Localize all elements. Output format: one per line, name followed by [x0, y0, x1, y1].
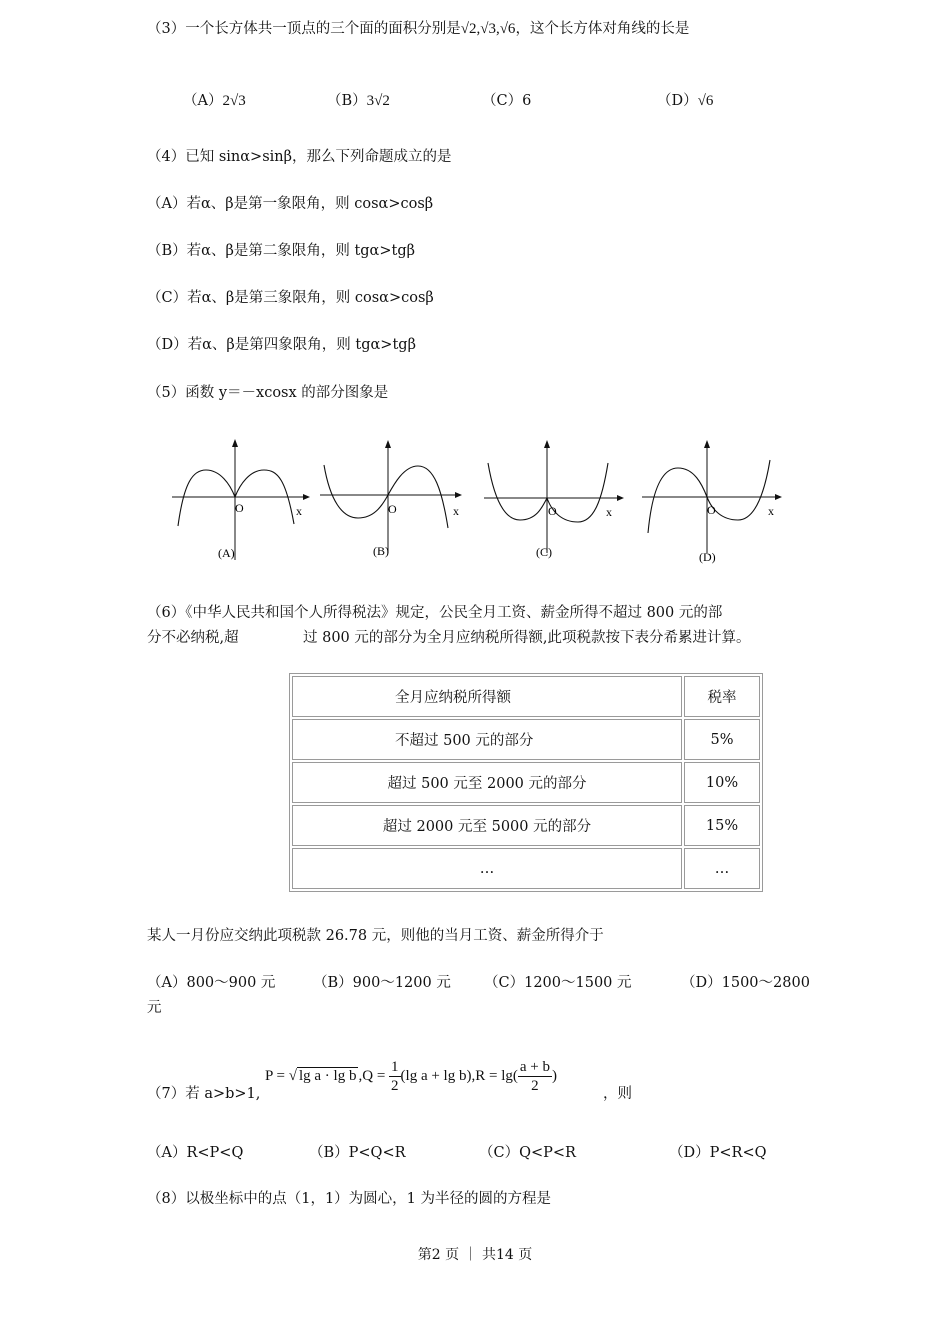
- q7-q-rest: (lg a + lg b),R = lg(: [400, 1067, 518, 1084]
- table-row: [292, 848, 760, 889]
- q7-r-close: ): [551, 1067, 557, 1084]
- table-row: [292, 719, 760, 760]
- q3-option-b-value: 3√2: [366, 93, 390, 109]
- table-cell-income: 超过 500 元至 2000 元的部分: [292, 762, 682, 803]
- graph-c-y-arrow: [544, 440, 550, 448]
- q3-option-a-value: 2√3: [222, 93, 246, 109]
- page-footer: 第2 页 ｜ 共14 页: [417, 1247, 533, 1263]
- graph-a-axis-label: x: [296, 504, 302, 518]
- tax-rate-table: [289, 673, 763, 892]
- q7-r-fraction: [518, 1058, 552, 1095]
- graph-c-axis-label: x: [606, 505, 612, 519]
- q3-option-c-value: 6: [522, 93, 532, 109]
- q3-option-b: [327, 91, 390, 111]
- graph-b-origin-label: O: [388, 502, 397, 516]
- q7-option-d: （D）P<R<Q: [669, 1145, 767, 1161]
- q3-option-b-label: （B）: [327, 93, 367, 109]
- q6-line2b: 过 800 元的部分为全月应纳税所得额,此项税款按下表分希累进计算。: [303, 630, 751, 646]
- q6-option-a: （A）800～900 元: [147, 975, 276, 991]
- q6-option-wrap: 元: [147, 1000, 162, 1016]
- q6-option-c: （C）1200～1500 元: [484, 975, 632, 991]
- q7-option-a: （A）R<P<Q: [147, 1145, 244, 1161]
- q8-stem: （8）以极坐标中的点（1，1）为圆心，1 为半径的圆的方程是: [147, 1191, 552, 1207]
- q4-option-a: （A）若α、β是第一象限角，则 cosα>cosβ: [147, 196, 434, 212]
- q4-stem: （4）已知 sinα>sinβ，那么下列命题成立的是: [147, 149, 452, 165]
- graph-d-x-arrow: [775, 494, 782, 500]
- table-cell-income: 超过 2000 元至 5000 元的部分: [292, 805, 682, 846]
- q3-option-d-value: √6: [697, 93, 714, 109]
- q3-stem-prefix: （3）一个长方体共一顶点的三个面的面积分别是: [147, 21, 461, 37]
- graph-b-axis-label: x: [453, 504, 459, 518]
- graph-b-label: (B): [373, 544, 389, 558]
- q7-r-num: a + b: [519, 1059, 550, 1075]
- q7-suffix: ，则: [603, 1086, 632, 1102]
- table-header-row: [292, 676, 760, 717]
- table-row: [292, 762, 760, 803]
- graph-b-x-arrow: [455, 492, 462, 498]
- q7-half-num: 1: [391, 1059, 399, 1075]
- q7-p-radicand: lg a · lg b: [298, 1067, 357, 1084]
- table-cell-income: 不超过 500 元的部分: [292, 719, 682, 760]
- q7-formula: [265, 1058, 557, 1095]
- q4-option-b: （B）若α、β是第二象限角，则 tgα>tgβ: [147, 243, 415, 259]
- graph-d-axis-label: x: [768, 504, 774, 518]
- table-header-income: 全月应纳税所得额: [292, 676, 682, 717]
- q3-option-d-label: （D）: [657, 93, 698, 109]
- graph-c-label: (C): [536, 545, 552, 559]
- graph-a-curve: [178, 470, 294, 526]
- q4-option-c: （C）若α、β是第三象限角，则 cosα>cosβ: [147, 290, 434, 306]
- graph-b-curve: [324, 465, 448, 528]
- q7-prefix: （7）若 a>b>1,: [147, 1086, 261, 1102]
- graph-c-x-arrow: [617, 495, 624, 501]
- q7-q-def: ,Q =: [358, 1067, 390, 1084]
- q3-areas: √2,√3,√6: [460, 21, 516, 37]
- q6-option-d: （D）1500～2800: [681, 975, 810, 991]
- q7-r-den: 2: [531, 1078, 539, 1094]
- q6-option-b: （B）900～1200 元: [313, 975, 451, 991]
- q5-stem: （5）函数 y＝－xcosx 的部分图象是: [147, 385, 389, 401]
- graph-d: [640, 438, 790, 566]
- q7-option-b: （B）P<Q<R: [309, 1145, 406, 1161]
- q7-option-c: （C）Q<P<R: [479, 1145, 576, 1161]
- graph-c-origin-label: O: [548, 504, 557, 518]
- q4-option-d: （D）若α、β是第四象限角，则 tgα>tgβ: [147, 337, 416, 353]
- q3-option-a: [183, 91, 246, 111]
- graph-b: [318, 438, 468, 566]
- q6-line1: （6）《中华人民共和国个人所得税法》规定，公民全月工资、薪金所得不超过 800 元的部: [147, 605, 723, 621]
- sqrt-sign: √: [288, 1067, 297, 1084]
- graph-d-label: (D): [699, 550, 716, 564]
- table-cell-income: …: [292, 848, 682, 889]
- table-cell-rate: 5%: [684, 719, 760, 760]
- q3-stem-suffix: ，这个长方体对角线的长是: [515, 21, 690, 37]
- table-cell-rate: …: [684, 848, 760, 889]
- q3-option-a-label: （A）: [183, 93, 223, 109]
- q7-half-den: 2: [391, 1078, 399, 1094]
- q3-option-c-label: （C）: [482, 93, 523, 109]
- q6-question: 某人一月份应交纳此项税款 26.78 元，则他的当月工资、薪金所得介于: [147, 928, 604, 944]
- q3-option-c: [482, 91, 531, 111]
- graph-b-y-arrow: [385, 440, 391, 448]
- q7-p-def: P =: [265, 1067, 289, 1084]
- graph-a-y-arrow: [232, 439, 238, 447]
- q6-line2a: 分不必纳税,超: [147, 630, 239, 646]
- graph-a: [168, 438, 313, 566]
- q7-half-fraction: [389, 1058, 401, 1095]
- graph-a-origin-label: O: [235, 501, 244, 515]
- graph-d-origin-label: O: [707, 503, 716, 517]
- graph-d-y-arrow: [704, 440, 710, 448]
- q3-option-d: [657, 91, 713, 111]
- graph-a-label: (A): [218, 546, 235, 560]
- graph-c: [482, 438, 632, 566]
- table-header-rate: 税率: [684, 676, 760, 717]
- table-cell-rate: 10%: [684, 762, 760, 803]
- graph-a-x-arrow: [303, 494, 310, 500]
- table-cell-rate: 15%: [684, 805, 760, 846]
- q3-stem: [147, 19, 689, 39]
- table-row: [292, 805, 760, 846]
